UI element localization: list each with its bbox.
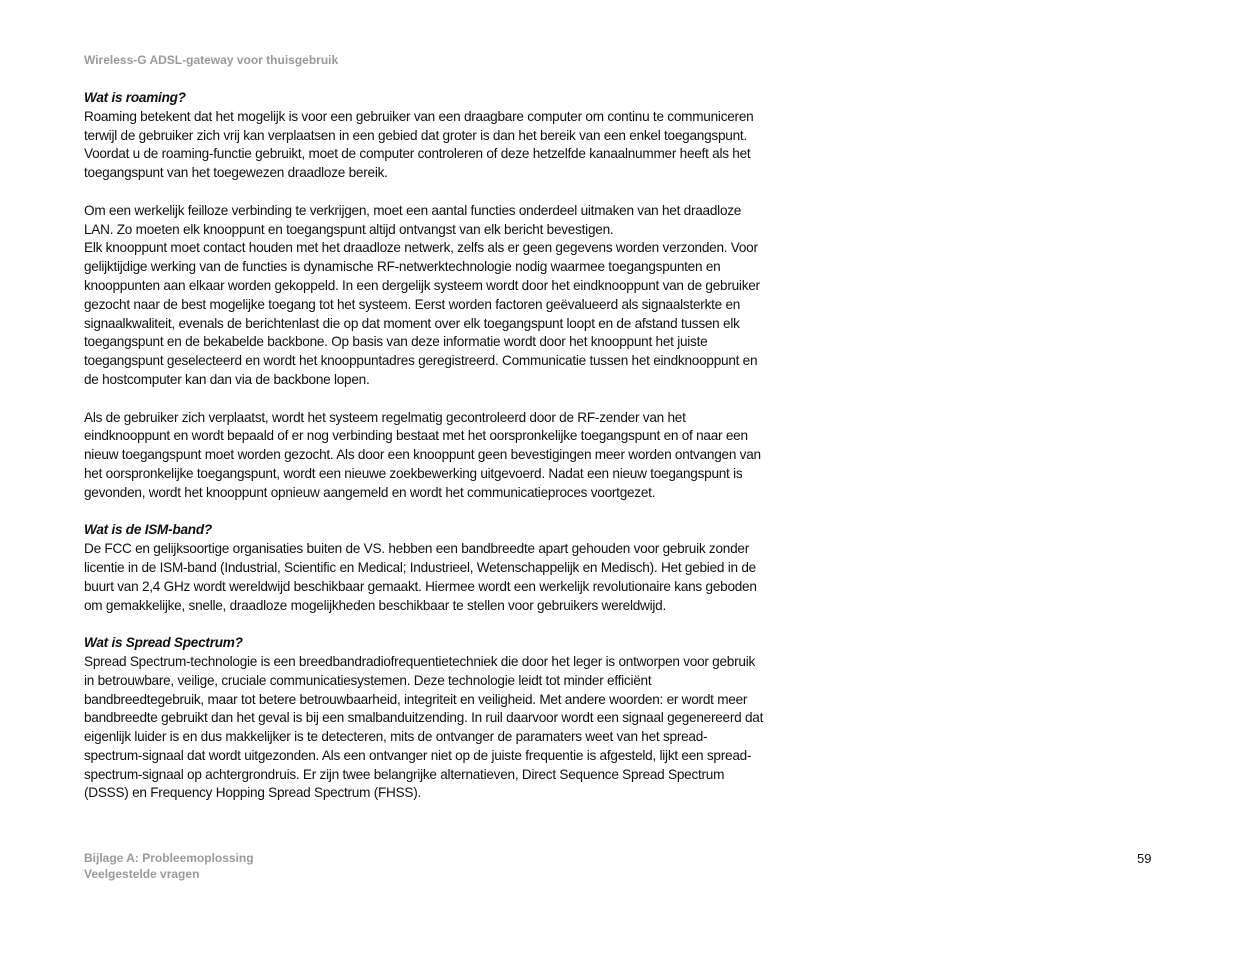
document-body	[84, 89, 764, 803]
footer-chapter: Bijlage A: Probleemoplossing	[84, 851, 254, 865]
paragraph: De FCC en gelijksoortige organisaties buiten de VS. hebben een bandbreedte apart gehouden voor gebruik zonder licentie in de ISM-band (Industrial, Scientific en Medical; Industrieel, Wetenschappelijk en Medisch). Het gebied in de buurt van 2,4 GHz wordt wereldwijd beschikbaar gemaakt. Hiermee wordt een werkelijk revolutionaire kans geboden om gemakkelijke, snelle, draadloze mogelijkheden beschikbaar te stellen voor gebruikers wereldwijd.	[84, 541, 757, 613]
paragraph: Om een werkelijk feilloze verbinding te verkrijgen, moet een aantal functies onderdeel uitmaken van het draadloze LAN. Zo moeten elk knooppunt en toegangspunt altijd ontvangst van elk bericht bevestigen.	[84, 202, 742, 237]
paragraph: Als de gebruiker zich verplaatst, wordt het systeem regelmatig gecontroleerd door de RF-zender van het eindknooppunt en wordt bepaald of er nog verbinding bestaat met het oorspronkelijke toegangspunt en of naar een nieuw toegangspunt moet worden gezocht. Als door een knooppunt geen bevestigingen meer worden ontvangen van het oorspronkelijke toegangspunt, wordt een nieuwe zoekbewerking uitgevoerd. Nadat een nieuw toegangspunt is gevonden, wordt het knooppunt opnieuw aangemeld en wordt het communicatieproces voortgezet.	[84, 409, 761, 500]
section-heading-ism-band: Wat is de ISM-band?	[84, 522, 212, 538]
paragraph: Elk knooppunt moet contact houden met het draadloze netwerk, zelfs als er geen gegevens worden verzonden. Voor gelijktijdige werking van de functies is dynamische RF-netwerktechnologie nodig waarmee toegangspunten en knooppunten aan elkaar worden gekoppeld. In een dergelijk systeem wordt door het eindknooppunt van de gebruiker gezocht naar de best mogelijke toegang tot het systeem. Eerst worden factoren geëvalueerd als signaalsterkte en signaalkwaliteit, evenals de berichtenlast die op dat moment over elk toegangspunt loopt en de afstand tussen elk toegangspunt en de bekabelde backbone. Op basis van deze informatie wordt door het knooppunt het juiste toegangspunt geselecteerd en wordt het knooppuntadres geregistreerd. Communicatie tussen het eindknooppunt en de hostcomputer kan dan via de backbone lopen.	[84, 240, 760, 387]
section-heading-spread-spectrum: Wat is Spread Spectrum?	[84, 635, 243, 651]
running-header: Wireless-G ADSL-gateway voor thuisgebruik	[84, 53, 339, 67]
footer-section: Veelgestelde vragen	[84, 867, 200, 881]
page-number: 59	[1137, 851, 1152, 866]
paragraph: Roaming betekent dat het mogelijk is voor een gebruiker van een draagbare computer om continu te communiceren terwijl de gebruiker zich vrij kan verplaatsen in een gebied dat groter is dan het bereik van een enkel toegangspunt. Voordat u de roaming-functie gebruikt, moet de computer controleren of deze hetzelfde kanaalnummer heeft als het toegangspunt van het toegewezen draadloze bereik.	[84, 108, 754, 181]
paragraph: Spread Spectrum-technologie is een breedbandradiofrequentietechniek die door het leger is ontworpen voor gebruik in betrouwbare, veilige, cruciale communicatiesystemen. Deze technologie leidt tot minder efficiënt bandbreedtegebruik, maar tot betere betrouwbaarheid, integriteit en veiligheid. Met andere woorden: er wordt meer bandbreedte gebruikt dan het geval is bij een smalbanduitzending. In ruil daarvoor wordt een signaal gegenereerd dat eigenlijk luider is en dus makkelijker is te detecteren, mits de ontvanger de paramaters weet van het spread-spectrum-signaal dat wordt uitgezonden. Als een ontvanger niet op de juiste frequentie is afgesteld, lijkt een spread-spectrum-signaal op achtergrondruis. Er zijn twee belangrijke alternatieven, Direct Sequence Spread Spectrum (DSSS) en Frequency Hopping Spread Spectrum (FHSS).	[84, 653, 764, 801]
page-footer	[84, 850, 254, 882]
section-heading-roaming: Wat is roaming?	[84, 90, 186, 105]
